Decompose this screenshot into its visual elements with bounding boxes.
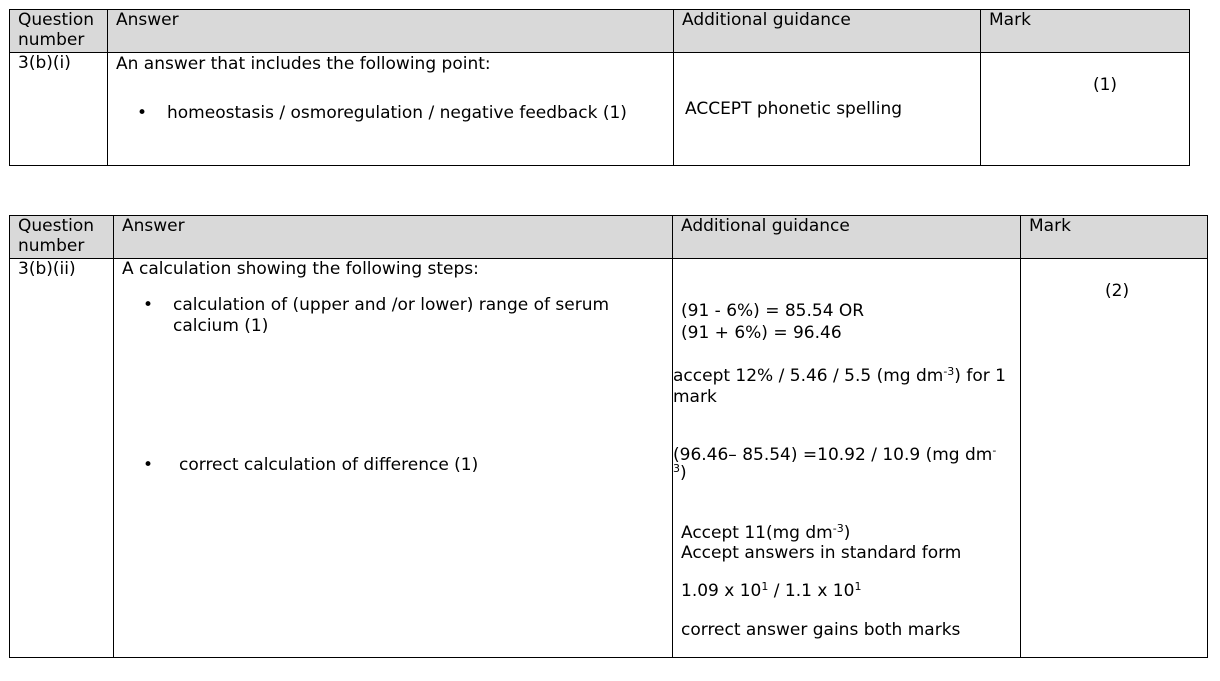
superscript: -3 bbox=[832, 522, 844, 535]
text: Accept 11(mg dm bbox=[681, 523, 833, 543]
mark-scheme-table-3bii bbox=[9, 215, 1208, 658]
bullet2-text: correct calculation of difference (1) bbox=[179, 455, 479, 475]
guidance-cell bbox=[674, 53, 981, 166]
guidance-cell bbox=[673, 259, 1021, 658]
text: ) bbox=[843, 523, 851, 543]
guidance-diff-line1 bbox=[673, 445, 996, 465]
bullet-text: homeostasis / osmoregulation / negative feedback (1) bbox=[167, 103, 627, 123]
bullet1-line2: calcium (1) bbox=[173, 316, 269, 336]
superscript: 1 bbox=[761, 580, 769, 593]
text: (96.46– 85.54) =10.92 / 10.9 (mg dm bbox=[673, 445, 993, 465]
bullet-icon: • bbox=[143, 295, 154, 315]
mark-value: (1) bbox=[1092, 75, 1118, 95]
answer-intro: A calculation showing the following steps: bbox=[122, 259, 479, 279]
header-mark: Mark bbox=[1021, 216, 1208, 259]
guidance-accept-line1 bbox=[673, 366, 1006, 386]
bullet-icon: • bbox=[137, 103, 148, 123]
text: ) for 1 bbox=[954, 366, 1006, 386]
table-row bbox=[10, 53, 1190, 166]
mark-cell bbox=[1021, 259, 1208, 658]
text: / 1.1 x 10 bbox=[768, 581, 855, 601]
guidance-accept-11 bbox=[681, 523, 850, 543]
guidance-diff-line2 bbox=[673, 463, 687, 483]
question-number-cell: 3(b)(i) bbox=[10, 53, 108, 166]
text: 1.09 x 10 bbox=[681, 581, 762, 601]
text: ) bbox=[680, 463, 687, 483]
header-row bbox=[10, 10, 1190, 53]
header-additional-guidance: Additional guidance bbox=[673, 216, 1021, 259]
superscript: -3 bbox=[943, 365, 955, 378]
header-additional-guidance: Additional guidance bbox=[674, 10, 981, 53]
guidance-accept-line2: mark bbox=[673, 387, 717, 407]
guidance-standard-form: Accept answers in standard form bbox=[681, 543, 962, 563]
header-question-number: Question number bbox=[10, 10, 108, 53]
bullet1-line1: calculation of (upper and /or lower) range of serum bbox=[173, 295, 610, 315]
answer-cell bbox=[108, 53, 674, 166]
guidance-both-marks: correct answer gains both marks bbox=[681, 620, 961, 640]
table-row bbox=[10, 259, 1208, 658]
mark-value: (2) bbox=[1105, 281, 1130, 301]
header-mark: Mark bbox=[981, 10, 1190, 53]
guidance-standard-form-values bbox=[681, 581, 861, 601]
question-number-cell: 3(b)(ii) bbox=[10, 259, 114, 658]
guidance-calc-upper: (91 + 6%) = 96.46 bbox=[681, 323, 842, 343]
guidance-calc-lower: (91 - 6%) = 85.54 OR bbox=[681, 301, 865, 321]
header-row bbox=[10, 216, 1208, 259]
superscript: 3 bbox=[673, 462, 680, 475]
guidance-text: ACCEPT phonetic spelling bbox=[685, 99, 903, 119]
header-answer: Answer bbox=[114, 216, 673, 259]
superscript: 1 bbox=[854, 580, 862, 593]
mark-scheme-table-3bi bbox=[9, 9, 1190, 166]
bullet-icon: • bbox=[143, 455, 154, 475]
header-question-number: Question number bbox=[10, 216, 114, 259]
answer-intro: An answer that includes the following point: bbox=[116, 54, 491, 74]
superscript: - bbox=[992, 444, 997, 457]
answer-cell bbox=[114, 259, 673, 658]
mark-cell bbox=[981, 53, 1190, 166]
header-answer: Answer bbox=[108, 10, 674, 53]
text: accept 12% / 5.46 / 5.5 (mg dm bbox=[673, 366, 944, 386]
